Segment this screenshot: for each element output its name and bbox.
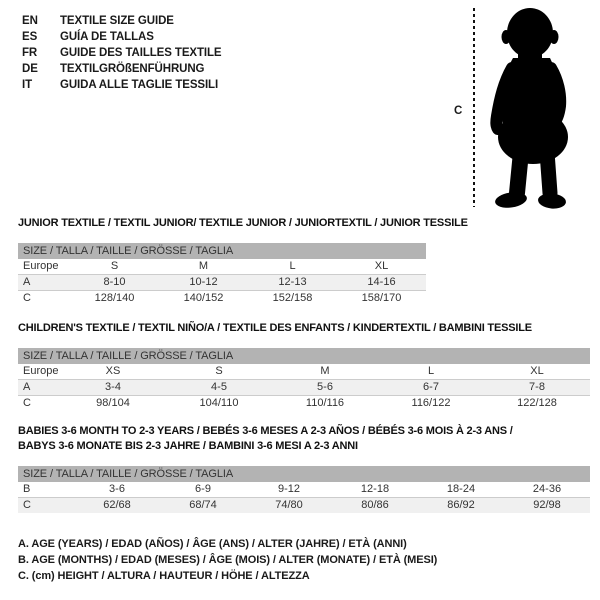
cell-value: 3-6 — [109, 483, 125, 495]
language-code: FR — [22, 47, 38, 59]
cell-value: 8-10 — [70, 275, 159, 291]
language-title: TEXTILGRÖßENFÜHRUNG — [60, 63, 205, 75]
size-table — [18, 482, 590, 513]
table-row — [18, 364, 590, 380]
footnote: A. AGE (YEARS) / EDAD (AÑOS) / ÂGE (ANS) / ALTER (JAHRE) / ETÀ (ANNI) — [18, 538, 407, 550]
cell-value: M — [198, 260, 209, 272]
language-list — [22, 13, 222, 93]
cell-value: S — [110, 260, 119, 272]
cell-value: 110/116 — [272, 396, 378, 412]
cell-value: 122/128 — [484, 396, 590, 412]
cell-value: 116/122 — [378, 396, 484, 412]
table-row — [18, 275, 426, 291]
row-label: A — [18, 380, 60, 396]
language-row — [22, 77, 222, 93]
table-heading-line: JUNIOR TEXTILE / TEXTIL JUNIOR/ TEXTILE JUNIOR / JUNIORTEXTIL / JUNIOR TESSILE — [18, 217, 468, 229]
babies-textile-section — [18, 424, 590, 513]
cell-value: XS — [105, 365, 121, 377]
language-row — [22, 29, 222, 45]
cell-value: 74/80 — [246, 498, 332, 514]
height-marker-label: C — [454, 105, 463, 117]
baby-silhouette-icon — [486, 4, 599, 210]
table-row — [18, 291, 426, 307]
table-heading — [18, 321, 590, 336]
language-row — [22, 61, 222, 77]
cell-value: 140/152 — [159, 291, 248, 307]
table-row — [18, 259, 426, 275]
cell-value: XL — [374, 260, 389, 272]
cell-value: 62/68 — [74, 498, 160, 514]
cell-value: 5-6 — [272, 380, 378, 396]
footnote: C. (cm) HEIGHT / ALTURA / HAUTEUR / HÖHE / ALTEZZA — [18, 570, 310, 582]
language-code: IT — [22, 79, 33, 91]
cell-value: 10-12 — [159, 275, 248, 291]
junior-textile-section — [18, 216, 468, 306]
height-measure-dashed-line — [473, 8, 475, 207]
size-table — [18, 364, 590, 411]
cell-value: 98/104 — [60, 396, 166, 412]
row-label: A — [18, 275, 70, 291]
table-heading-line: BABIES 3-6 MONTH TO 2-3 YEARS / BEBÉS 3-6 MESES A 2-3 AÑOS / BÉBÉS 3-6 MOIS À 2-3 ANS / — [18, 425, 513, 437]
table-row — [18, 482, 590, 498]
cell-value: 7-8 — [484, 380, 590, 396]
cell-value: 24-36 — [532, 483, 562, 495]
table-row — [18, 396, 590, 412]
childrens-textile-section — [18, 321, 590, 411]
cell-value: 3-4 — [60, 380, 166, 396]
cell-value: 158/170 — [337, 291, 426, 307]
cell-value: 9-12 — [277, 483, 301, 495]
language-title: TEXTILE SIZE GUIDE — [60, 15, 174, 27]
row-label: C — [18, 498, 74, 514]
language-code: ES — [22, 31, 38, 43]
cell-value: 86/92 — [418, 498, 504, 514]
table-heading — [18, 424, 590, 454]
cell-value: 6-7 — [378, 380, 484, 396]
table-heading-line: BABYS 3-6 MONATE BIS 2-3 JAHRE / BAMBINI 3-6 MESI A 2-3 ANNI — [18, 440, 358, 452]
row-label: Europe — [23, 260, 59, 272]
language-title: GUIDA ALLE TAGLIE TESSILI — [60, 79, 219, 91]
language-title: GUÍA DE TALLAS — [60, 31, 154, 43]
table-row — [18, 380, 590, 396]
row-label: Europe — [23, 365, 59, 377]
cell-value: 12-13 — [248, 275, 337, 291]
footnote-list — [18, 536, 437, 584]
row-label: C — [18, 396, 60, 412]
size-header-bar: SIZE / TALLA / TAILLE / GRÖSSE / TAGLIA — [18, 348, 590, 364]
cell-value: 12-18 — [360, 483, 390, 495]
cell-value: 92/98 — [504, 498, 590, 514]
language-title: GUIDE DES TAILLES TEXTILE — [60, 47, 222, 59]
cell-value: M — [320, 365, 330, 377]
cell-value: XL — [530, 365, 544, 377]
cell-value: 128/140 — [70, 291, 159, 307]
size-header-bar: SIZE / TALLA / TAILLE / GRÖSSE / TAGLIA — [18, 466, 590, 482]
cell-value: 152/158 — [248, 291, 337, 307]
cell-value: 80/86 — [332, 498, 418, 514]
row-label: B — [23, 483, 31, 495]
table-row — [18, 498, 590, 514]
cell-value: L — [427, 365, 435, 377]
row-label: C — [18, 291, 70, 307]
cell-value: 6-9 — [195, 483, 211, 495]
size-table — [18, 259, 426, 306]
cell-value: L — [289, 260, 296, 272]
cell-value: 18-24 — [446, 483, 476, 495]
cell-value: 68/74 — [160, 498, 246, 514]
language-row — [22, 13, 222, 29]
cell-value: 14-16 — [337, 275, 426, 291]
cell-value: 104/110 — [166, 396, 272, 412]
cell-value: S — [215, 365, 223, 377]
table-heading-line: CHILDREN'S TEXTILE / TEXTIL NIÑO/A / TEXTILE DES ENFANTS / KINDERTEXTIL / BAMBINI TESSILE — [18, 322, 532, 334]
cell-value: 4-5 — [166, 380, 272, 396]
language-row — [22, 45, 222, 61]
size-header-bar: SIZE / TALLA / TAILLE / GRÖSSE / TAGLIA — [18, 243, 426, 259]
table-heading — [18, 216, 468, 231]
language-code: DE — [22, 63, 38, 75]
language-code: EN — [22, 15, 38, 27]
footnote: B. AGE (MONTHS) / EDAD (MESES) / ÂGE (MOIS) / ALTER (MONATE) / ETÀ (MESI) — [18, 554, 438, 566]
